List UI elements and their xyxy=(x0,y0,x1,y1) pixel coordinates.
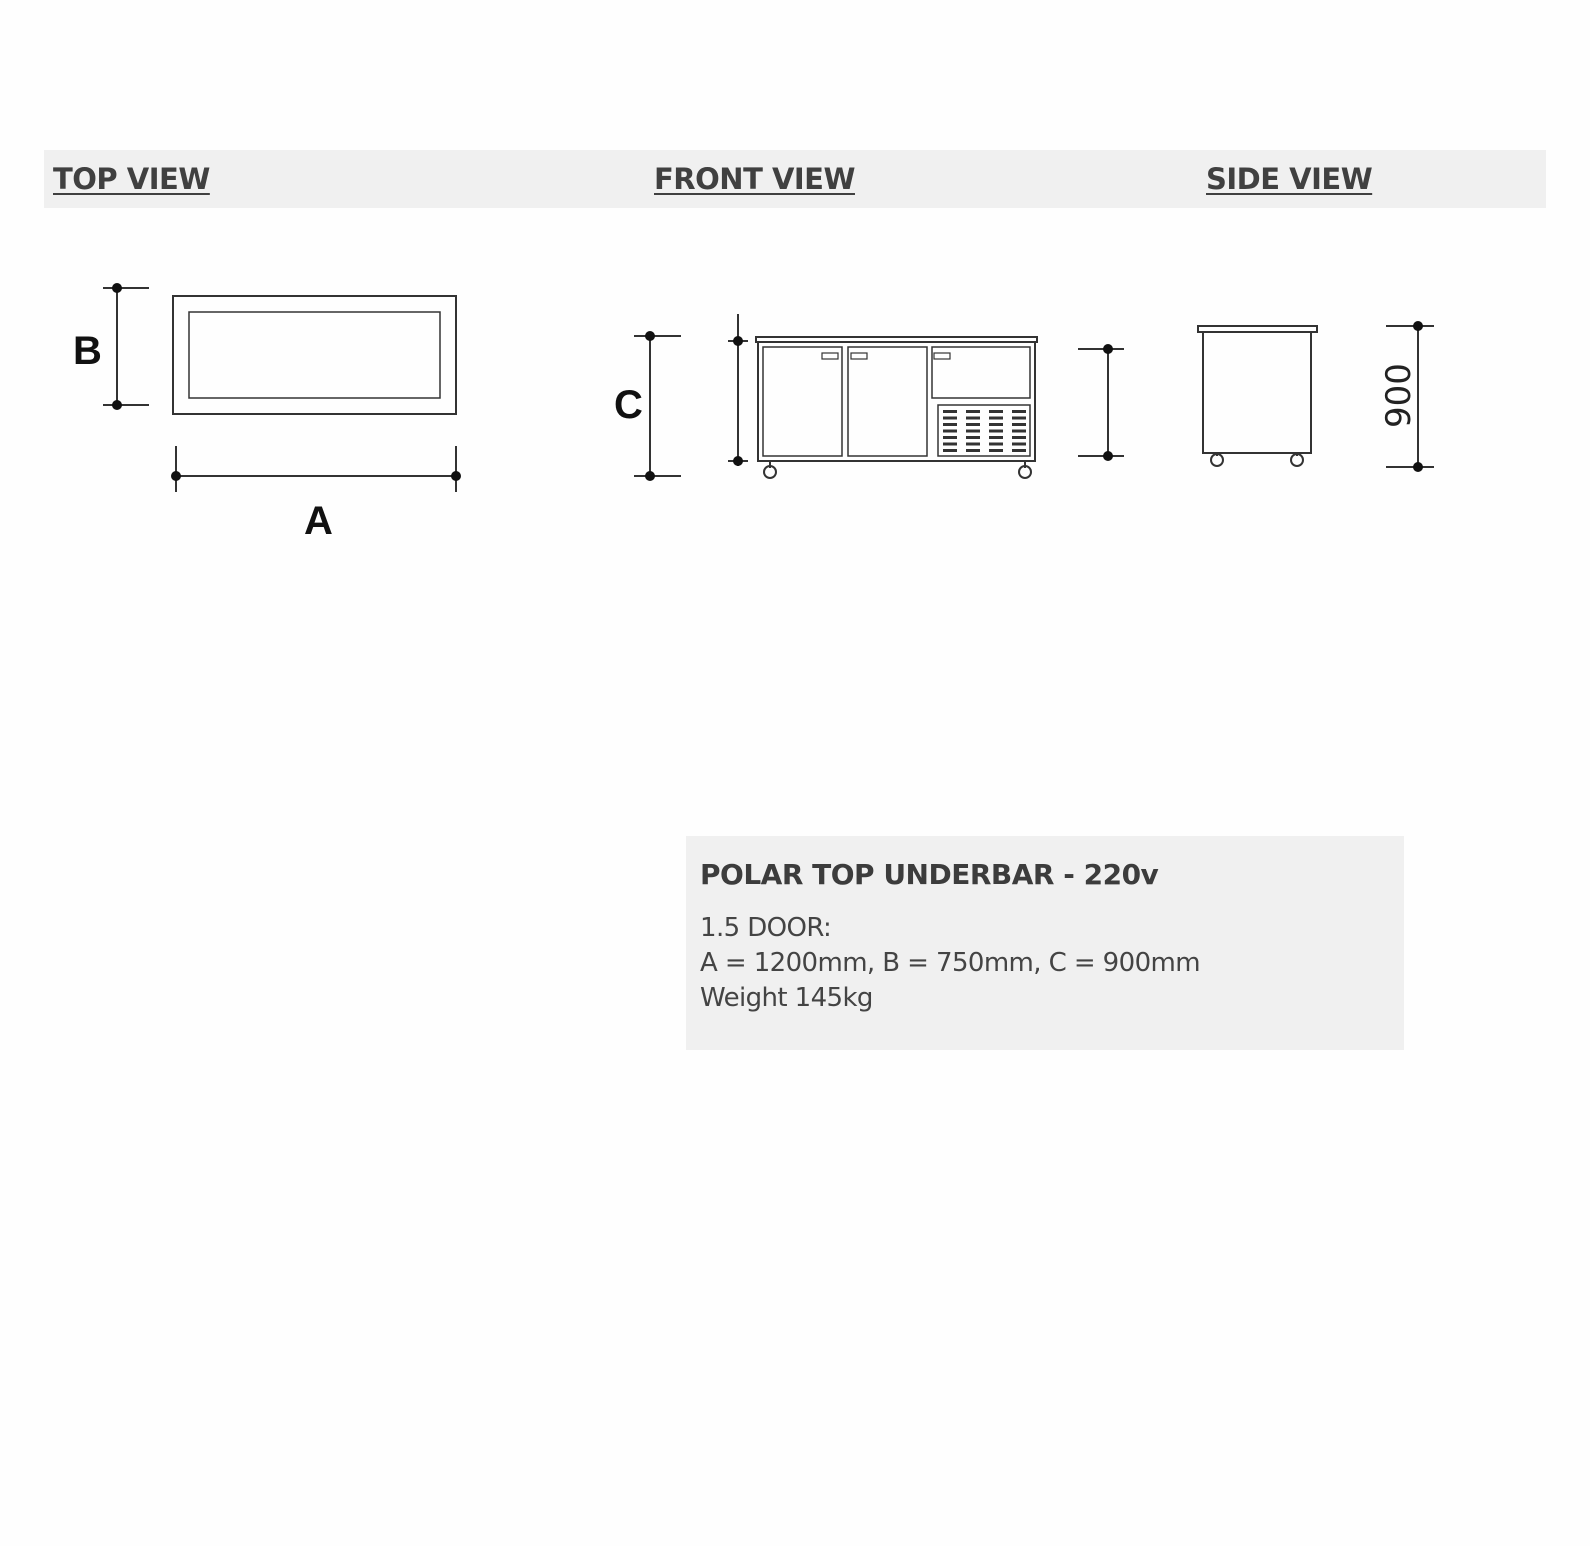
vent-slat xyxy=(966,443,980,446)
vent-slat xyxy=(989,436,1003,439)
side-view-title: SIDE VIEW xyxy=(1206,162,1373,196)
vent-slat xyxy=(989,449,1003,452)
spec-dimensions: A = 1200mm, B = 750mm, C = 900mm xyxy=(700,948,1200,978)
vent-slat xyxy=(1012,410,1026,413)
front-drawer xyxy=(932,347,1030,398)
front-view-drawing xyxy=(634,314,1124,478)
front-door-1 xyxy=(763,347,842,456)
spec-door-type: 1.5 DOOR: xyxy=(700,913,832,943)
vent-slat xyxy=(943,443,957,446)
product-title: POLAR TOP UNDERBAR - 220v xyxy=(700,858,1159,891)
dimension-a-label: A xyxy=(304,499,333,543)
spec-weight: Weight 145kg xyxy=(700,983,873,1013)
vent-slat xyxy=(943,410,957,413)
vent-slat xyxy=(989,417,1003,420)
front-view-title: FRONT VIEW xyxy=(654,162,855,196)
vent-slat xyxy=(1012,443,1026,446)
dimension-c-label: C xyxy=(614,383,643,427)
vent-slat xyxy=(966,430,980,433)
vent-slat xyxy=(943,436,957,439)
vent-slat xyxy=(989,443,1003,446)
top-view-drawing xyxy=(103,288,456,492)
vent-slat xyxy=(1012,449,1026,452)
product-info-box xyxy=(686,836,1404,1050)
vent-slat xyxy=(989,430,1003,433)
vent-slat xyxy=(943,430,957,433)
vent-slat xyxy=(966,423,980,426)
top-view-inner-outline xyxy=(189,312,440,398)
vent-slat xyxy=(989,410,1003,413)
side-height-label: 900 xyxy=(1379,363,1419,428)
vent-slat xyxy=(943,423,957,426)
dimension-b-label: B xyxy=(73,329,102,373)
product-specs xyxy=(700,911,1390,1016)
door-handle-2 xyxy=(851,353,867,359)
vent-slat xyxy=(1012,430,1026,433)
top-view-outer-outline xyxy=(173,296,456,414)
vent-slat xyxy=(1012,436,1026,439)
vent-slat xyxy=(966,417,980,420)
drawer-handle xyxy=(934,353,950,359)
vent-slat xyxy=(966,410,980,413)
vent-slat xyxy=(943,417,957,420)
side-view-cabinet xyxy=(1203,332,1311,453)
vent-slat xyxy=(1012,417,1026,420)
vent-slat xyxy=(989,423,1003,426)
vent-slat xyxy=(966,436,980,439)
front-door-2 xyxy=(848,347,927,456)
door-handle-1 xyxy=(822,353,838,359)
vent-slat xyxy=(1012,423,1026,426)
vent-slats xyxy=(943,410,1026,452)
top-view-title: TOP VIEW xyxy=(53,162,210,196)
vent-slat xyxy=(943,449,957,452)
vent-slat xyxy=(966,449,980,452)
